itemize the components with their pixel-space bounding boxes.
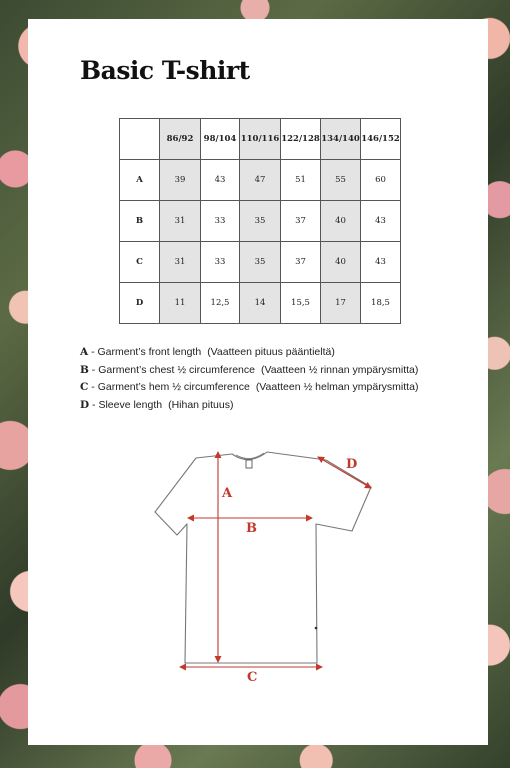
table-cell: 35 <box>240 201 281 242</box>
table-cell: 47 <box>240 160 281 201</box>
table-cell: 51 <box>281 160 321 201</box>
table-cell: 37 <box>281 201 321 242</box>
legend-finnish: (Vaatteen ½ helman ympärysmitta) <box>255 381 419 393</box>
table-cell: 11 <box>160 283 201 324</box>
size-header: 86/92 <box>160 119 201 160</box>
table-cell: 39 <box>160 160 201 201</box>
legend-finnish: (Hihan pituus) <box>168 398 234 411</box>
table-cell: 18,5 <box>361 283 401 324</box>
table-cell: 14 <box>240 283 281 324</box>
neck-label-icon <box>246 460 252 468</box>
size-header: 98/104 <box>201 119 240 160</box>
size-header: 110/116 <box>240 119 281 160</box>
tshirt-outline <box>155 452 371 663</box>
legend-letter: B <box>80 363 89 376</box>
table-cell: 37 <box>281 242 321 283</box>
table-cell: 60 <box>361 160 401 201</box>
label-d: D <box>346 457 358 472</box>
row-label: C <box>120 242 160 283</box>
size-header: 134/140 <box>321 119 361 160</box>
label-a: A <box>222 486 233 501</box>
size-header: 146/152 <box>361 119 401 160</box>
row-label: B <box>120 201 160 242</box>
label-b: B <box>246 521 257 536</box>
table-cell: 40 <box>321 242 361 283</box>
table-cell: 40 <box>321 201 361 242</box>
row-label: D <box>120 283 160 324</box>
legend-finnish: (Vaatteen pituus pääntieltä) <box>207 346 335 358</box>
legend-letter: C <box>80 381 89 393</box>
table-cell: 15,5 <box>281 283 321 324</box>
page-title: Basic T-shirt <box>80 56 250 85</box>
table-cell: 31 <box>160 201 201 242</box>
legend-text: - Garment’s chest ½ circumference <box>88 363 255 376</box>
legend-text: - Garment’s front length <box>88 346 202 358</box>
table-cell: 31 <box>160 242 201 283</box>
table-cell: 12,5 <box>201 283 240 324</box>
size-header: 122/128 <box>281 119 321 160</box>
legend-text: - Garment’s hem ½ circumference <box>88 381 250 393</box>
label-c: C <box>247 670 258 685</box>
legend-finnish: (Vaatteen ½ rinnan ympärysmitta) <box>261 363 419 376</box>
table-cell: 55 <box>321 160 361 201</box>
measure-line-d <box>318 457 371 488</box>
legend-letter: A <box>80 346 89 358</box>
table-cell: 33 <box>201 242 240 283</box>
row-label: A <box>120 160 160 201</box>
table-cell: 17 <box>321 283 361 324</box>
table-cell: 35 <box>240 242 281 283</box>
table-cell: 33 <box>201 201 240 242</box>
table-cell: 43 <box>201 160 240 201</box>
legend-letter: D <box>80 398 90 411</box>
legend-text: - Sleeve length <box>89 398 163 411</box>
table-cell: 43 <box>361 242 401 283</box>
small-dot-icon <box>315 627 318 630</box>
table-cell: 43 <box>361 201 401 242</box>
